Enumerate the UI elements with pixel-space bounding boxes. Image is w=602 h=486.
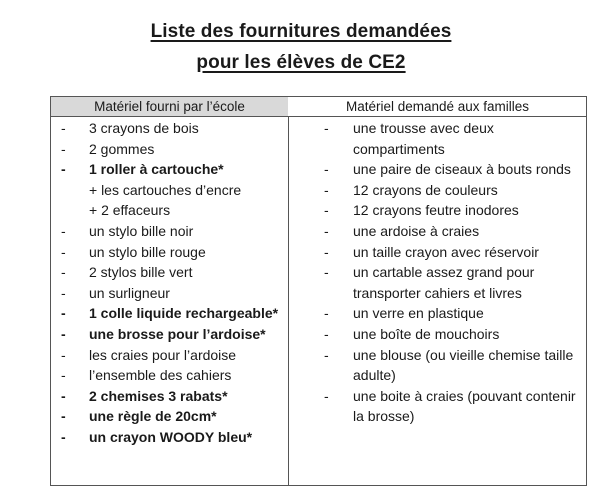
item-text: une ardoise à craies <box>353 222 480 239</box>
bullet-dash: - <box>324 305 329 322</box>
item-text: un taille crayon avec réservoir <box>353 243 539 260</box>
item-text: 2 gommes <box>89 140 155 157</box>
school-list-item <box>51 180 288 201</box>
item-text: + les cartouches d’encre <box>89 181 242 198</box>
family-list-item <box>289 345 586 386</box>
school-list-item <box>51 283 288 304</box>
item-text: une boîte de mouchoirs <box>353 325 500 342</box>
bullet-dash: - <box>324 222 329 239</box>
item-text: une blouse (ou vieille chemise taille adulte) <box>353 346 574 384</box>
item-text: + 2 effaceurs <box>89 202 171 219</box>
item-text: un verre en plastique <box>353 305 484 322</box>
school-list-item <box>51 118 288 139</box>
bullet-dash: - <box>61 408 66 425</box>
family-list-item <box>289 159 586 180</box>
bullet-dash: - <box>61 243 66 260</box>
school-list-item <box>51 365 288 386</box>
bullet-dash: - <box>61 222 66 239</box>
family-list-item <box>289 386 586 427</box>
bullet-dash: - <box>61 161 66 178</box>
bullet-dash: - <box>61 140 66 157</box>
family-supplies-list <box>289 117 586 427</box>
item-text: une boite à craies (pouvant contenir la brosse) <box>353 387 576 425</box>
school-list-item <box>51 242 288 263</box>
item-text: 1 roller à cartouche* <box>89 161 224 178</box>
school-supplies-list <box>51 117 288 448</box>
item-text: l’ensemble des cahiers <box>89 367 232 384</box>
bullet-dash: - <box>324 264 329 281</box>
item-text: un stylo bille noir <box>89 222 194 239</box>
header-school-supplies: Matériel fourni par l’école <box>51 97 288 116</box>
family-list-item <box>289 118 586 159</box>
family-list-item <box>289 200 586 221</box>
family-supplies-column <box>289 117 586 485</box>
school-supplies-column <box>51 117 289 485</box>
family-list-item <box>289 180 586 201</box>
item-text: 3 crayons de bois <box>89 120 199 136</box>
bullet-dash: - <box>61 325 66 342</box>
school-list-item <box>51 303 288 324</box>
bullet-dash: - <box>324 346 329 363</box>
school-list-item <box>51 139 288 160</box>
family-list-item <box>289 221 586 242</box>
item-text: un surligneur <box>89 284 170 301</box>
bullet-dash: - <box>61 387 66 404</box>
school-list-item <box>51 406 288 427</box>
school-list-item <box>51 221 288 242</box>
school-list-item <box>51 159 288 180</box>
bullet-dash: - <box>324 120 329 136</box>
family-list-item <box>289 262 586 303</box>
item-text: un cartable assez grand pour transporter cahiers et livres <box>353 264 535 301</box>
item-text: une brosse pour l’ardoise* <box>89 325 266 342</box>
bullet-dash: - <box>61 284 66 301</box>
bullet-dash: - <box>324 243 329 260</box>
bullet-dash: - <box>324 181 329 198</box>
school-list-item <box>51 200 288 221</box>
bullet-dash: - <box>61 346 66 363</box>
bullet-dash: - <box>61 367 66 384</box>
bullet-dash: - <box>324 202 329 219</box>
bullet-dash: - <box>324 387 329 404</box>
item-text: 12 crayons feutre inodores <box>353 202 519 219</box>
school-list-item <box>51 262 288 283</box>
school-list-item <box>51 324 288 345</box>
page-title-line-1: Liste des fournitures demandées <box>150 21 452 42</box>
item-text: 12 crayons de couleurs <box>353 181 498 198</box>
bullet-dash: - <box>61 264 66 281</box>
family-list-item <box>289 303 586 324</box>
supplies-table <box>50 96 587 486</box>
school-list-item <box>51 386 288 407</box>
item-text: un crayon WOODY bleu* <box>89 428 253 445</box>
item-text: une trousse avec deux compartiments <box>353 120 494 157</box>
item-text: 1 colle liquide rechargeable* <box>89 305 279 322</box>
table-header <box>51 97 586 117</box>
item-text: un stylo bille rouge <box>89 243 206 260</box>
bullet-dash: - <box>324 325 329 342</box>
item-text: une règle de 20cm* <box>89 408 217 425</box>
family-list-item <box>289 242 586 263</box>
item-text: une paire de ciseaux à bouts ronds <box>353 161 571 178</box>
school-list-item <box>51 427 288 448</box>
school-list-item <box>51 345 288 366</box>
bullet-dash: - <box>324 161 329 178</box>
bullet-dash: - <box>61 428 66 445</box>
bullet-dash: - <box>61 305 66 322</box>
item-text: 2 chemises 3 rabats* <box>89 387 228 404</box>
header-family-supplies: Matériel demandé aux familles <box>345 99 530 114</box>
bullet-dash: - <box>61 120 66 136</box>
family-list-item <box>289 324 586 345</box>
page-title-line-2: pour les élèves de CE2 <box>196 52 406 73</box>
item-text: les craies pour l’ardoise <box>89 346 237 363</box>
item-text: 2 stylos bille vert <box>89 264 193 281</box>
